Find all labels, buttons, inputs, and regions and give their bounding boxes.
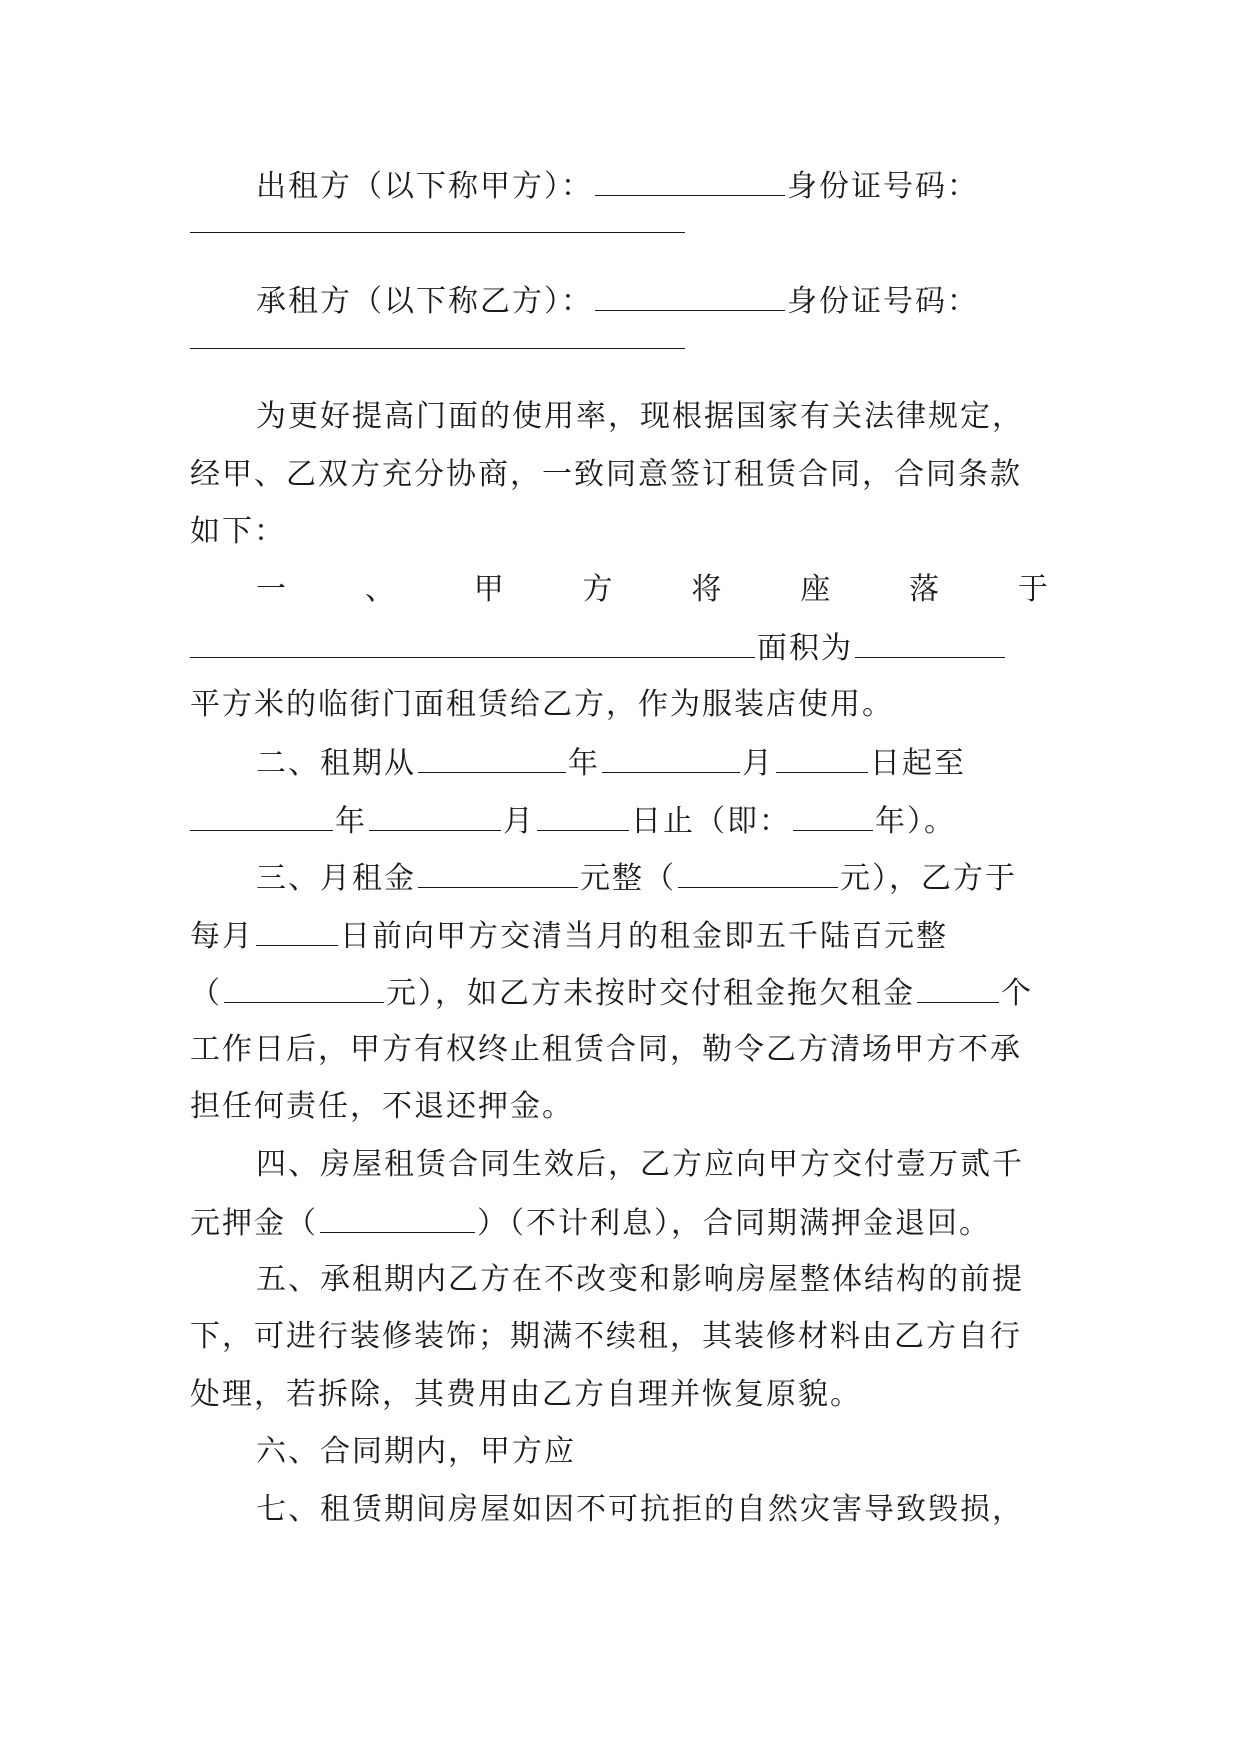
clause5-line-2: 下，可进行装修装饰；期满不续租，其装修材料由乙方自行 (190, 1319, 1022, 1354)
area-label: 面积为 (757, 631, 853, 666)
clause5-line-1: 五、承租期内乙方在不改变和影响房屋整体结构的前提 (256, 1262, 1024, 1297)
lessee-label: 承租方（以下称乙方）： (256, 284, 593, 319)
deposit-close: ）（不计利息），合同期满押金退回。 (477, 1206, 991, 1241)
intro-line-1: 为更好提高门面的使用率，现根据国家有关法律规定， (256, 399, 1024, 434)
year-label-2: 年 (335, 804, 367, 839)
clause5-line-3: 处理，若拆除，其费用由乙方自理并恢复原貌。 (190, 1377, 862, 1412)
clause1-char: 一 (256, 572, 288, 607)
end-month-blank[interactable] (369, 800, 501, 831)
clause1-char: 、 (364, 572, 397, 607)
clause3-line-3 (190, 972, 1050, 1014)
rent-digits-blank[interactable] (678, 857, 838, 888)
year-label: 年 (568, 746, 600, 781)
start-month-blank[interactable] (602, 742, 740, 773)
lessor-line (256, 165, 1050, 207)
yuan-whole-label: 元整（ (580, 861, 676, 896)
end-day-blank[interactable] (537, 800, 629, 831)
lessor-id-label: 身份证号码： (787, 169, 979, 204)
clause4-line-1: 四、房屋租赁合同生效后，乙方应向甲方交付壹万贰千 (256, 1147, 1024, 1182)
clause2-prefix: 二、租期从 (256, 746, 416, 781)
clause1-char: 将 (691, 572, 724, 607)
clause1-char: 方 (582, 572, 615, 607)
every-month-label: 每月 (190, 919, 254, 954)
clause3-line-1 (256, 857, 1050, 899)
yuan-close-label: 元），乙方于 (840, 861, 1017, 896)
before-day-text: 日前向甲方交清当月的租金即五千陆百元整 (340, 919, 948, 954)
unit-label: 个 (1001, 976, 1033, 1011)
late-text: 元），如乙方未按时交付租金拖欠租金 (386, 976, 915, 1011)
lessee-id-label: 身份证号码： (787, 284, 979, 319)
clause1-char: 座 (800, 572, 833, 607)
month-label: 月 (742, 746, 774, 781)
lessor-label: 出租方（以下称甲方）： (256, 169, 593, 204)
clause1-line-2 (190, 627, 1050, 669)
clause3-line-2 (190, 915, 1050, 957)
intro-line-2: 经甲、乙双方充分协商，一致同意签订租赁合同，合同条款 (190, 457, 1022, 492)
clause4-line-2 (190, 1202, 1050, 1244)
clause1-char: 于 (1017, 572, 1050, 607)
clause6-line-1: 六、合同期内，甲方应 (256, 1434, 576, 1469)
lessee-id-blank[interactable] (190, 348, 685, 349)
intro-line-3: 如下： (190, 514, 286, 549)
lessee-line (256, 280, 1050, 322)
deposit-open: 元押金（ (190, 1206, 318, 1241)
pay-day-blank[interactable] (256, 915, 338, 946)
end-year-blank[interactable] (190, 800, 333, 831)
day-from-label: 日起至 (870, 746, 966, 781)
location-blank[interactable] (190, 627, 755, 658)
clause1-char: 甲 (473, 572, 506, 607)
area-blank[interactable] (855, 627, 1005, 658)
lessor-id-blank[interactable] (190, 232, 685, 233)
deposit-blank[interactable] (320, 1202, 475, 1233)
clause3-line-5: 担任何责任，不退还押金。 (190, 1089, 574, 1124)
clause2-line-1 (256, 742, 1050, 784)
clause1-line-3: 平方米的临街门面租赁给乙方，作为服装店使用。 (190, 687, 894, 722)
lessee-name-blank[interactable] (595, 280, 785, 311)
monthly-rent-blank[interactable] (418, 857, 578, 888)
clause1-char: 落 (909, 572, 942, 607)
paren-open: （ (190, 976, 222, 1011)
rent-amount-blank[interactable] (224, 972, 384, 1003)
overdue-days-blank[interactable] (917, 972, 999, 1003)
day-until-label: 日止（即： (631, 804, 791, 839)
years-count-blank[interactable] (793, 800, 873, 831)
start-day-blank[interactable] (776, 742, 868, 773)
years-end-label: 年）。 (875, 804, 956, 839)
clause2-line-2 (190, 800, 1050, 842)
clause7-line-1: 七、租赁期间房屋如因不可抗拒的自然灾害导致毁损， (256, 1492, 1024, 1527)
start-year-blank[interactable] (418, 742, 566, 773)
month-label-2: 月 (503, 804, 535, 839)
clause1-line-1 (256, 570, 1050, 610)
rent-prefix: 三、月租金 (256, 861, 416, 896)
lessor-name-blank[interactable] (595, 165, 785, 196)
clause3-line-4: 工作日后，甲方有权终止租赁合同，勒令乙方清场甲方不承 (190, 1032, 1022, 1067)
